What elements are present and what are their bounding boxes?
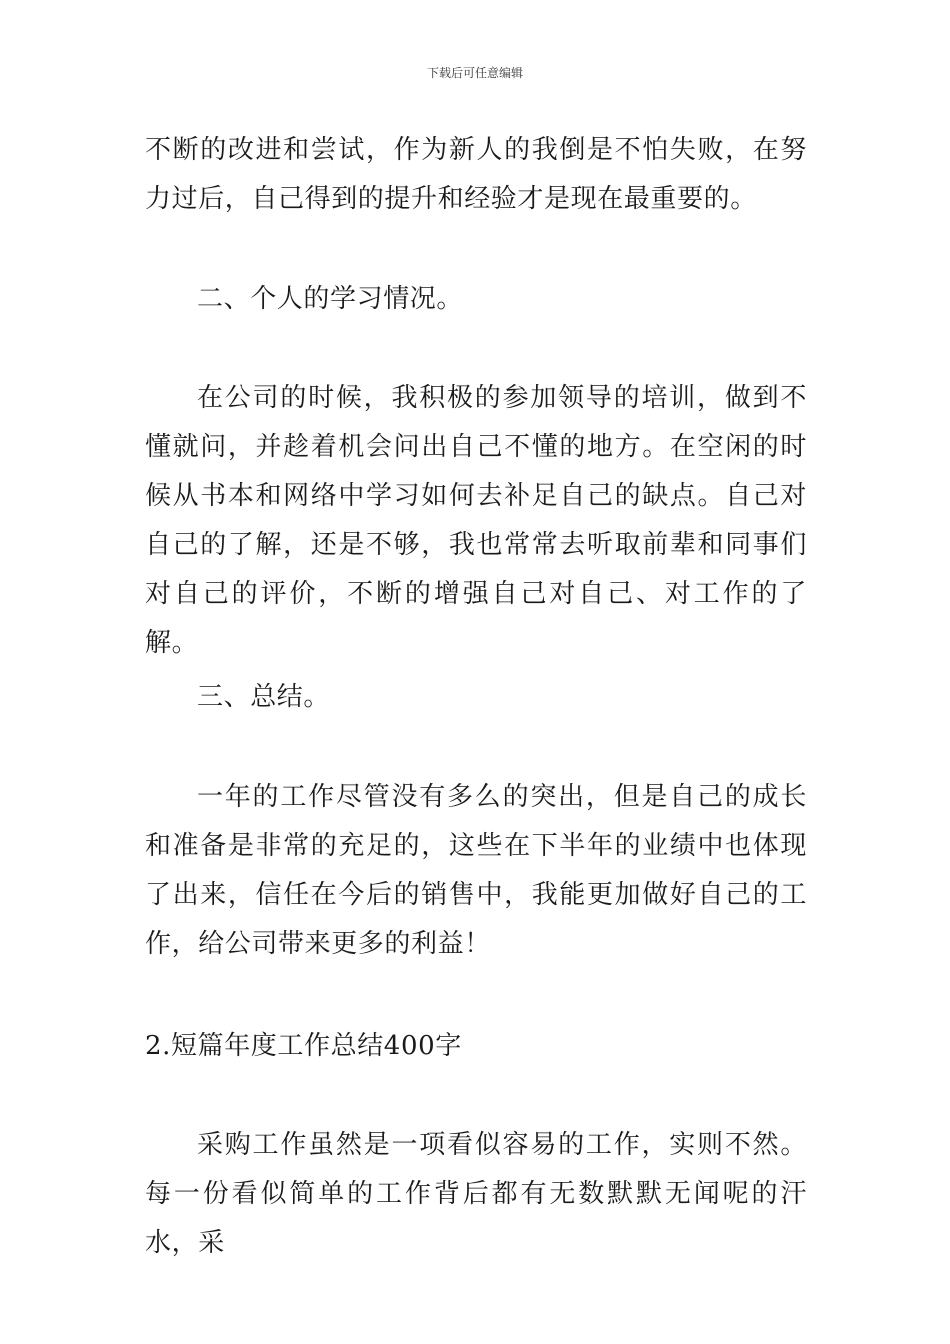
article-title: 2.短篇年度工作总结400字 [145,1031,462,1061]
page-header: 下载后可任意编辑 [426,66,523,80]
section-heading-summary: 三、总结。 [197,682,331,712]
paragraph-learning: 在公司的时候，我积极的参加领导的培训，做到不懂就问，并趁着机会问出自己不懂的地方。在空闲的时候从书本和网络中学习如何去补足自己的缺点。自己对自己的了解，还是不够，我也常常去听取前辈和同事们对自己的评价，不断的增强自己对自己、对工作的了解。 [145,383,807,658]
paragraph-purchasing: 采购工作虽然是一项看似容易的工作，实则不然。每一份看似简单的工作背后都有无数默默无闻呢的汗水，采 [145,1130,807,1258]
paragraph-continuation: 不断的改进和尝试，作为新人的我倒是不怕失败，在努力过后，自己得到的提升和经验才是现在最重要的。 [145,135,807,214]
paragraph-summary: 一年的工作尽管没有多么的突出，但是自己的成长和准备是非常的充足的，这些在下半年的业绩中也体现了出来，信任在今后的销售中，我能更加做好自己的工作，给公司带来更多的利益！ [145,782,807,959]
section-heading-learning: 二、个人的学习情况。 [197,284,464,314]
